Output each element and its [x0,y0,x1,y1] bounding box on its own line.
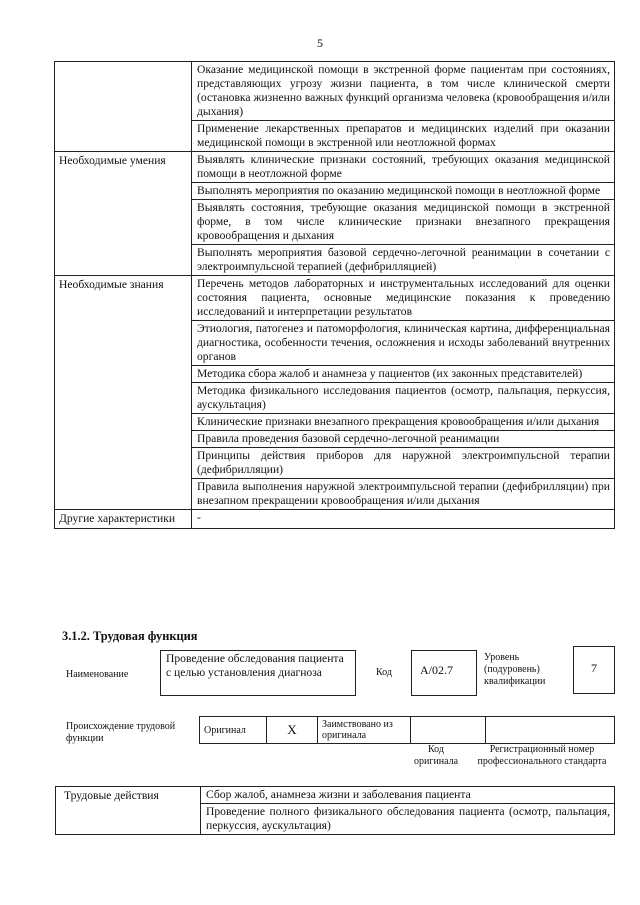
name-label: Наименование [66,669,129,680]
row-label-knowledge: Необходимые знания [55,276,192,510]
level-value: 7 [573,646,615,694]
page-number: 5 [317,36,323,50]
table-cell: Методика сбора жалоб и анамнеза у пациентов (их законных представителей) [192,366,615,383]
competency-table [54,61,615,529]
table-cell: Применение лекарственных препаратов и медицинских изделий при оказании медицинской помощи в экстренной или неотложной формах [192,121,615,152]
table-cell: Проведение полного физикального обследования пациента (осмотр, пальпация, перкуссия, аускультация) [201,804,615,835]
table-cell: Выявлять клинические признаки состояний, требующих оказания медицинской помощи в неотложной форме [192,152,615,183]
table-cell: Выполнять мероприятия по оказанию медицинской помощи в неотложной форме [192,183,615,200]
table-cell: Правила проведения базовой сердечно-легочной реанимации [192,431,615,448]
origin-table [199,716,615,744]
table-cell: Выполнять мероприятия базовой сердечно-легочной реанимации в сочетании с электроимпульсной терапией (дефибрилляцией) [192,245,615,276]
name-value: Проведение обследования пациента с целью установления диагноза [160,650,356,696]
code-original-label: Код оригинала [414,744,459,767]
table-cell: Перечень методов лабораторных и инструментальных исследований для оценки состояния пациента, основные медицинские показания к проведению исследований и интерпретации результатов [192,276,615,321]
table-cell: Принципы действия приборов для наружной электроимпульсной терапии (дефибрилляции) [192,448,615,479]
row-label-actions: Трудовые действия [56,787,201,835]
table-cell: Методика физикального исследования пациентов (осмотр, пальпация, перкуссия, аускультация) [192,383,615,414]
table-row [56,787,615,804]
row-label-other: Другие характеристики [55,510,192,529]
origin-label: Происхождение трудовой функции [66,721,176,744]
original-label: Оригинал [200,717,267,744]
borrowed-label: Заимствовано из оригинала [318,717,411,744]
table-cell: - [192,510,615,529]
table-row [55,276,615,321]
table-cell: Сбор жалоб, анамнеза жизни и заболевания пациента [201,787,615,804]
level-label: Уровень (подуровень) квалификации [484,652,546,687]
row-label-skills: Необходимые умения [55,152,192,276]
reg-number-label: Регистрационный номер профессионального стандарта [477,744,607,767]
original-mark: X [267,717,318,744]
table-row [55,62,615,121]
section-title: 3.1.2. Трудовая функция [62,629,198,643]
table-row [55,152,615,183]
table-cell: Выявлять состояния, требующие оказания медицинской помощи в экстренной форме, в том числе клинические признаки внезапного прекращения кровообращения и дыхания [192,200,615,245]
labor-actions-table [55,786,615,835]
table-cell: Клинические признаки внезапного прекращения кровообращения и/или дыхания [192,414,615,431]
code-value: А/02.7 [411,650,477,696]
code-label: Код [376,667,392,678]
row-label [55,62,192,152]
table-cell: Правила выполнения наружной электроимпульсной терапии (дефибрилляции) при внезапном прекращении кровообращения и/или дыхания [192,479,615,510]
code-original-cell [411,717,486,744]
table-cell: Этиология, патогенез и патоморфология, клиническая картина, дифференциальная диагностика, особенности течения, осложнения и исходы заболеваний внутренних органов [192,321,615,366]
table-cell: Оказание медицинской помощи в экстренной форме пациентам при состояниях, представляющих угрозу жизни пациента, в том числе клинической смерти (остановка жизненно важных функций организма человека (кровообращения и/или дыхания) [192,62,615,121]
reg-number-cell [486,717,615,744]
table-row [55,510,615,529]
